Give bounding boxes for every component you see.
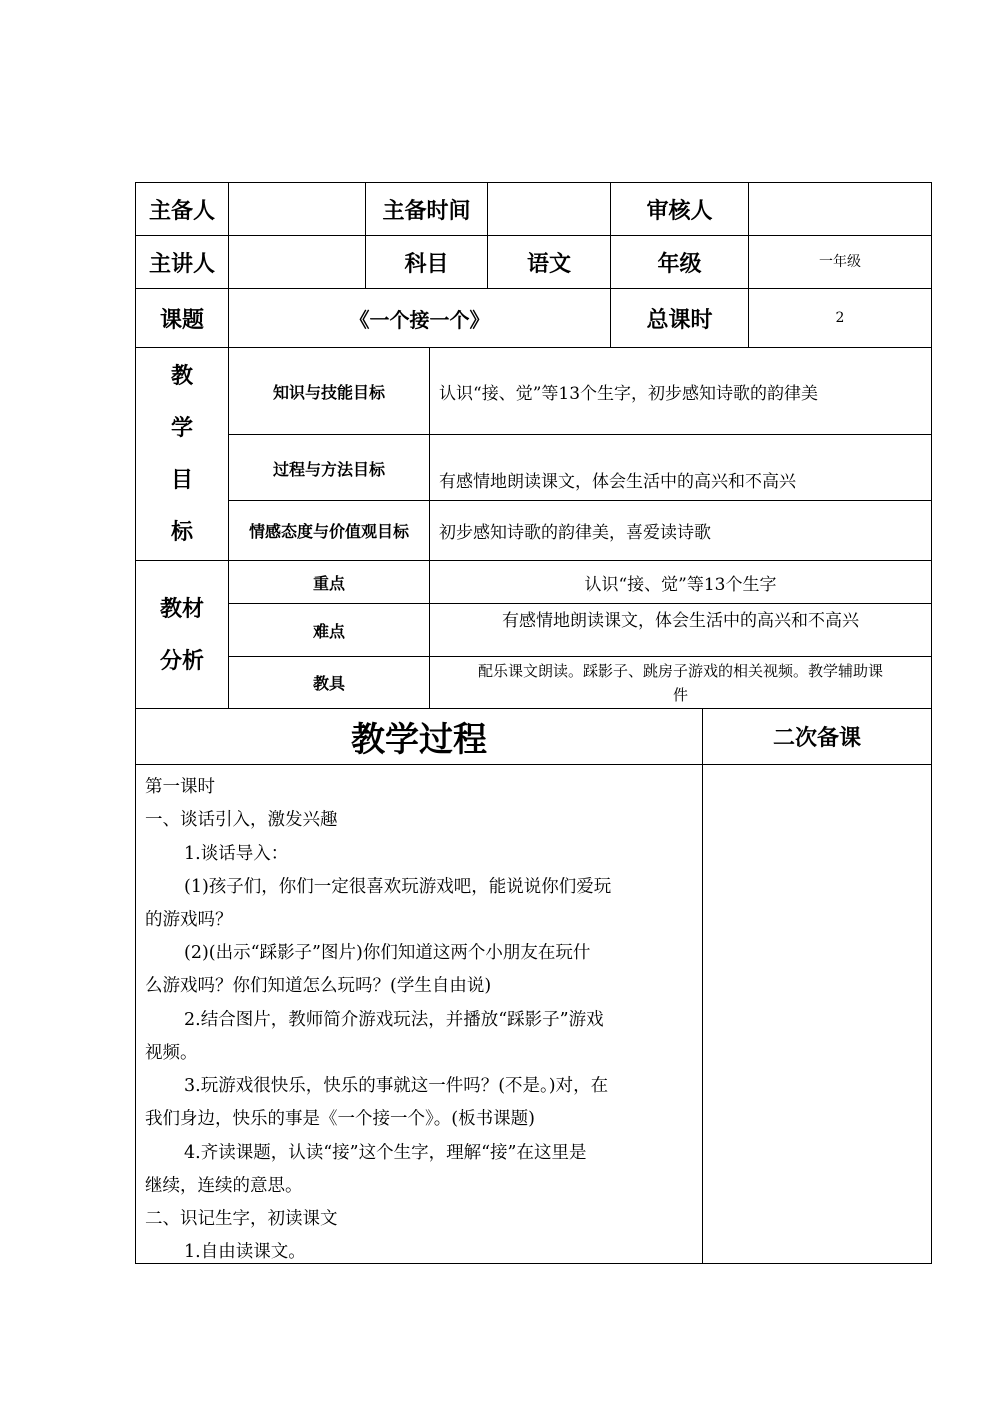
periods-value: 2 xyxy=(835,310,845,326)
reviewer-value xyxy=(749,183,931,235)
process-objective-value: 有感情地朗读课文，体会生活中的高兴和不高兴 xyxy=(439,472,796,492)
lecturer-label: 主讲人 xyxy=(148,250,215,277)
process-title: 教学过程 xyxy=(351,720,487,760)
lecturer-value xyxy=(229,236,365,288)
periods-label: 总课时 xyxy=(646,306,713,333)
key-point-label: 重点 xyxy=(312,573,345,593)
prep-time-value xyxy=(488,183,610,235)
process-line: 1.谈话导入： xyxy=(184,844,289,864)
analysis-section-label: 教材 分析 xyxy=(159,595,204,674)
prep-time-label: 主备时间 xyxy=(382,197,471,224)
grade-value: 一年级 xyxy=(819,254,861,270)
second-prep-notes xyxy=(703,765,931,1263)
process-line: 我们身边，快乐的事是《一个接一个》。(板书课题) xyxy=(145,1109,535,1129)
difficulty-value: 有感情地朗读课文，体会生活中的高兴和不高兴 xyxy=(502,611,859,631)
process-line: (1)孩子们，你们一定很喜欢玩游戏吧，能说说你们爱玩 xyxy=(184,877,612,897)
tools-label: 教具 xyxy=(312,674,345,693)
topic-value: 《一个接一个》 xyxy=(349,307,490,332)
subject-value: 语文 xyxy=(526,250,571,277)
preparer-label: 主备人 xyxy=(148,197,215,224)
grade-label: 年级 xyxy=(657,250,702,277)
preparer-value xyxy=(229,183,365,235)
knowledge-objective-value: 认识“接、觉”等13个生字，初步感知诗歌的韵律美 xyxy=(439,383,819,404)
emotion-objective-label: 情感态度与价值观目标 xyxy=(248,522,409,541)
process-line: 第一课时 xyxy=(145,777,215,797)
key-point-value: 认识“接、觉”等13个生字 xyxy=(584,574,777,595)
second-prep-title: 二次备课 xyxy=(772,725,861,751)
emotion-objective-value: 初步感知诗歌的韵律美，喜爱读诗歌 xyxy=(439,523,711,543)
process-line: 一、谈话引入，激发兴趣 xyxy=(145,810,338,830)
knowledge-objective-label: 知识与技能目标 xyxy=(272,382,385,402)
process-line: 4.齐读课题，认读“接”这个生字，理解“接”在这里是 xyxy=(184,1143,587,1163)
process-line: 二、识记生字，初读课文 xyxy=(145,1209,338,1229)
process-line: 1.自由读课文。 xyxy=(184,1242,306,1262)
process-line: 视频。 xyxy=(145,1043,198,1063)
process-objective-label: 过程与方法目标 xyxy=(272,460,385,479)
topic-label: 课题 xyxy=(159,306,204,333)
process-line: 么游戏吗？你们知道怎么玩吗？(学生自由说) xyxy=(145,976,492,996)
subject-label: 科目 xyxy=(404,250,449,277)
process-line: (2)(出示“踩影子”图片)你们知道这两个小朋友在玩什 xyxy=(184,943,591,963)
process-line: 3.玩游戏很快乐，快乐的事就这一件吗？(不是。)对，在 xyxy=(184,1076,609,1096)
process-line: 继续，连续的意思。 xyxy=(145,1176,303,1196)
tools-value: 配乐课文朗读。踩影子、跳房子游戏的相关视频。教学辅助课 件 xyxy=(477,661,883,704)
process-line: 的游戏吗？ xyxy=(145,910,233,930)
process-line: 2.结合图片，教师简介游戏玩法，并播放“踩影子”游戏 xyxy=(184,1010,604,1030)
difficulty-label: 难点 xyxy=(312,621,345,641)
reviewer-label: 审核人 xyxy=(646,197,713,224)
objectives-section-label: 教 学 目 标 xyxy=(170,363,193,545)
